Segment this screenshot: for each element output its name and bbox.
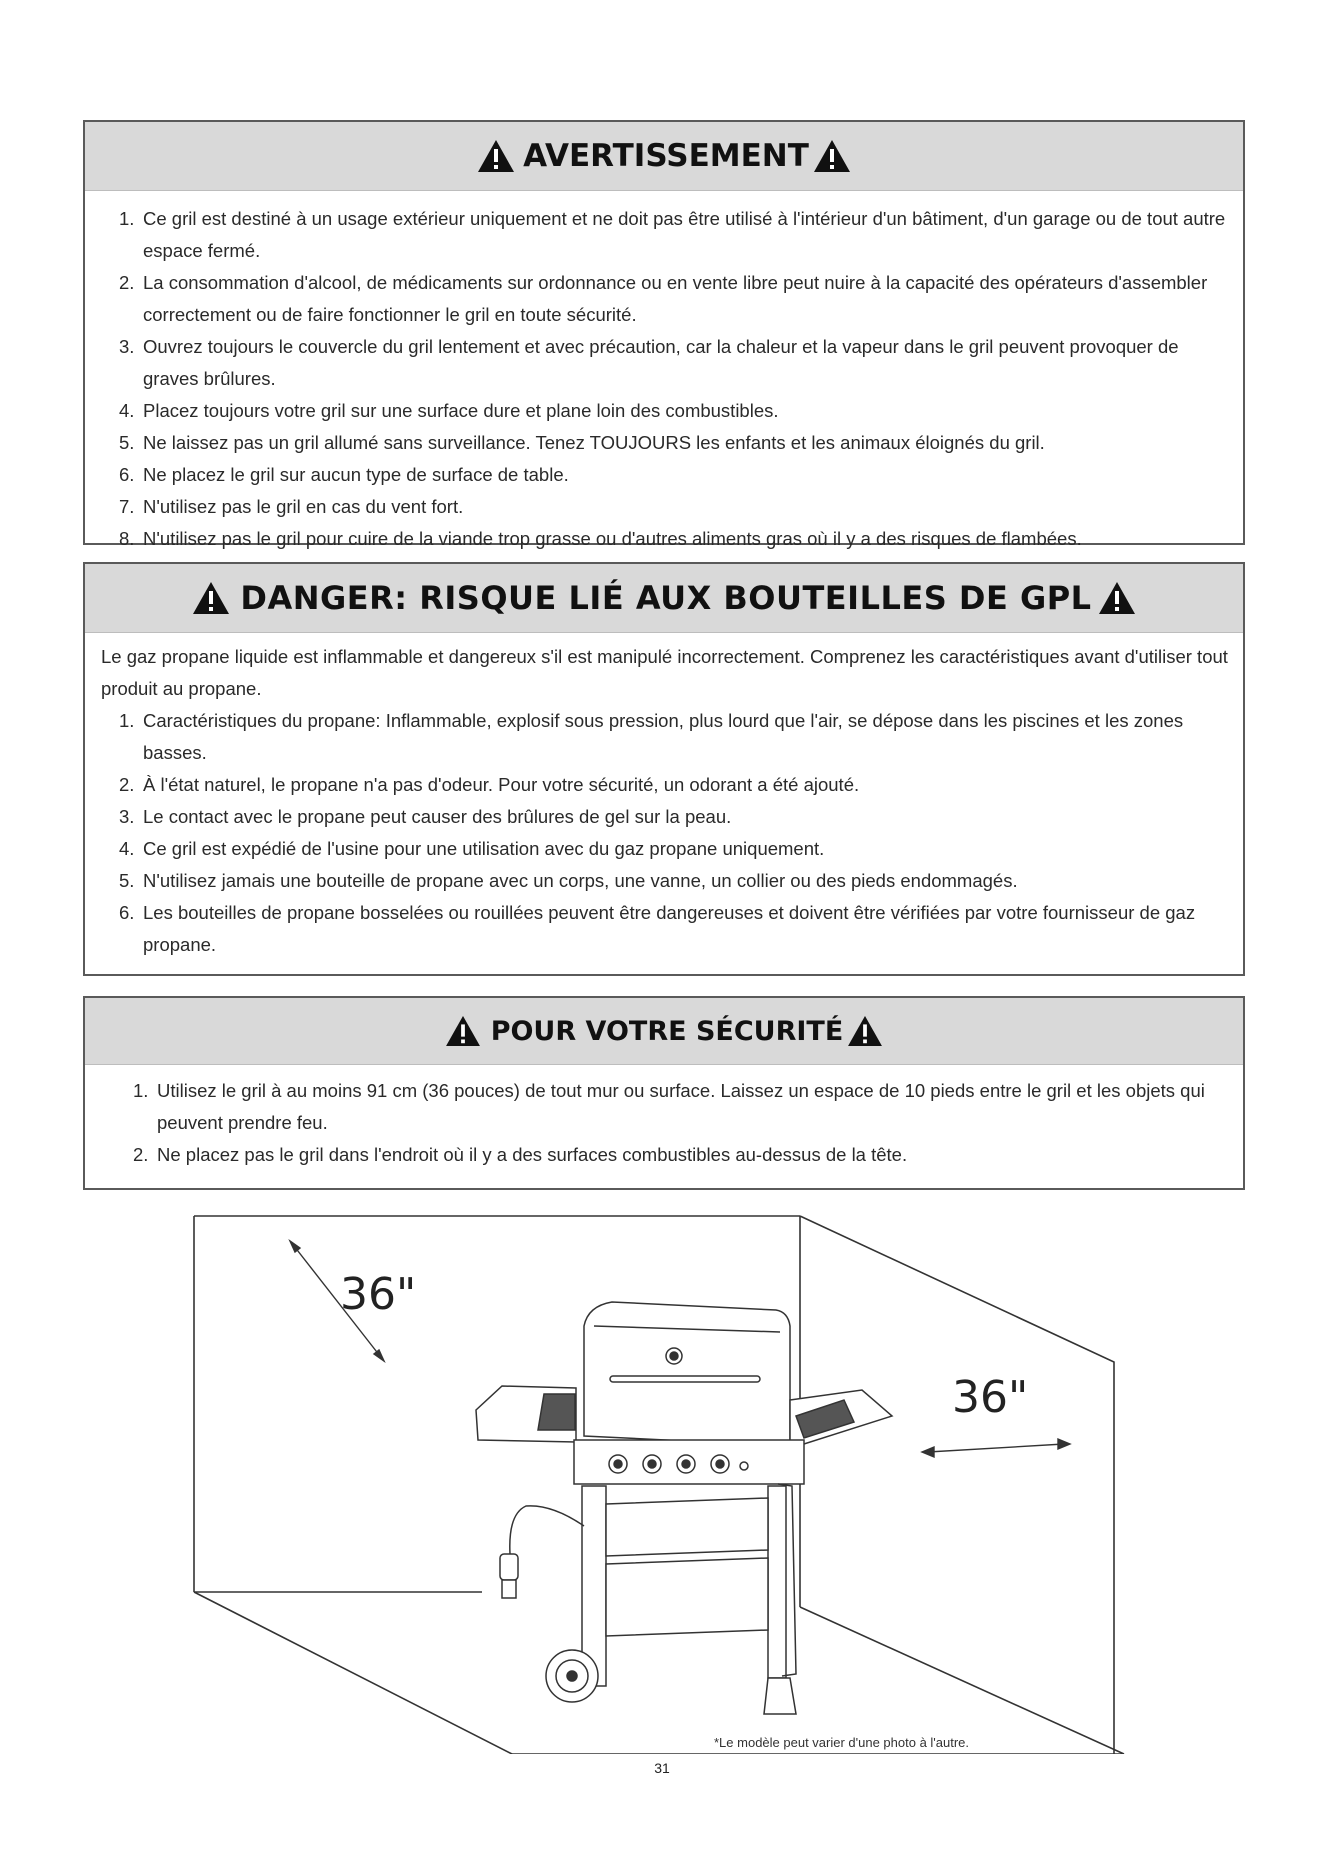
- list-item: 5. N'utilisez jamais une bouteille de propane avec un corps, une vanne, un collier ou des pieds endommagés.: [119, 870, 1018, 891]
- grill-drawing: [476, 1302, 892, 1714]
- list-item: 7. N'utilisez pas le gril en cas du vent fort.: [119, 496, 464, 517]
- side-dimension-arrow: [928, 1444, 1064, 1452]
- danger-header: [85, 564, 1243, 633]
- list-item: 2. À l'état naturel, le propane n'a pas d'odeur. Pour votre sécurité, un odorant a été ajouté.: [119, 774, 860, 795]
- warning-list: [101, 203, 1237, 555]
- list-item: 3. Le contact avec le propane peut causer des brûlures de gel sur la peau.: [119, 806, 732, 827]
- list-item: 6. Ne placez le gril sur aucun type de surface de table.: [119, 464, 569, 485]
- warning-triangle-icon: [192, 581, 230, 615]
- list-item: 3. Ouvrez toujours le couvercle du gril lentement et avec précaution, car la chaleur et la vapeur dans le gril peuvent provoquer de graves brûlures.: [119, 336, 1179, 389]
- back-dimension-label: 36": [340, 1269, 417, 1320]
- warning-triangle-icon: [1098, 581, 1136, 615]
- safety-title: POUR VOTRE SÉCURITÉ: [490, 1015, 844, 1047]
- warning-triangle-icon: [477, 139, 515, 173]
- floor-edge-right: [800, 1607, 1124, 1754]
- safety-box: [83, 996, 1245, 1190]
- list-item: 4. Ce gril est expédié de l'usine pour une utilisation avec du gaz propane uniquement.: [119, 838, 825, 859]
- list-item: 5. Ne laissez pas un gril allumé sans surveillance. Tenez TOUJOURS les enfants et les animaux éloignés du gril.: [119, 432, 1045, 453]
- list-item: 2. Ne placez pas le gril dans l'endroit où il y a des surfaces combustibles au-dessus de la tête.: [133, 1144, 908, 1165]
- side-dimension-label: 36": [952, 1372, 1029, 1423]
- warning-triangle-icon: [445, 1015, 481, 1047]
- list-item: 1. Caractéristiques du propane: Inflammable, explosif sous pression, plus lourd que l'air, se dépose dans les piscines et les zones basses.: [119, 710, 1184, 763]
- danger-list: [85, 705, 1237, 961]
- list-item: 4. Placez toujours votre gril sur une surface dure et plane loin des combustibles.: [119, 400, 779, 421]
- regulator-icon: [500, 1554, 518, 1580]
- warning-box: [83, 120, 1245, 549]
- list-item: 1. Ce gril est destiné à un usage extérieur uniquement et ne doit pas être utilisé à l'intérieur d'un bâtiment, d'un garage ou de tout autre espace fermé.: [119, 208, 1226, 261]
- warning-title: AVERTISSEMENT: [523, 138, 809, 174]
- warning-header: [85, 122, 1243, 191]
- page-number: 31: [654, 1760, 670, 1776]
- danger-title: DANGER: RISQUE LIÉ AUX BOUTEILLES DE GPL: [240, 579, 1092, 617]
- list-item: 6. Les bouteilles de propane bosselées ou rouillées peuvent être dangereuses et doivent être vérifiées par votre fournisseur de gaz propane.: [119, 902, 1196, 955]
- warning-triangle-icon: [813, 139, 851, 173]
- list-item: 2. La consommation d'alcool, de médicaments sur ordonnance ou en vente libre peut nuire à la capacité des opérateurs d'assembler correctement ou de faire fonctionner le gril en toute sécurité.: [119, 272, 1208, 325]
- danger-intro: Le gaz propane liquide est inflammable et dangereux s'il est manipulé incorrectement. Comprenez les caractéristiques avant d'utiliser tout produit au propane.: [101, 646, 1228, 699]
- illustration-note: *Le modèle peut varier d'une photo à l'autre.: [714, 1735, 970, 1750]
- grill-clearance-illustration: [192, 1214, 1132, 1754]
- floor-edge-left: [194, 1592, 512, 1754]
- safety-list: [115, 1075, 1237, 1171]
- warning-triangle-icon: [847, 1015, 883, 1047]
- list-item: 1. Utilisez le gril à au moins 91 cm (36 pouces) de tout mur ou surface. Laissez un espace de 10 pieds entre le gril et les objets qui peuvent prendre feu.: [133, 1080, 1205, 1133]
- side-wall: [800, 1216, 1114, 1754]
- danger-box: [83, 562, 1245, 976]
- list-item: 8. N'utilisez pas le gril pour cuire de la viande trop grasse ou d'autres aliments gras où il y a des risques de flambées.: [119, 528, 1082, 549]
- safety-header: [85, 998, 1243, 1065]
